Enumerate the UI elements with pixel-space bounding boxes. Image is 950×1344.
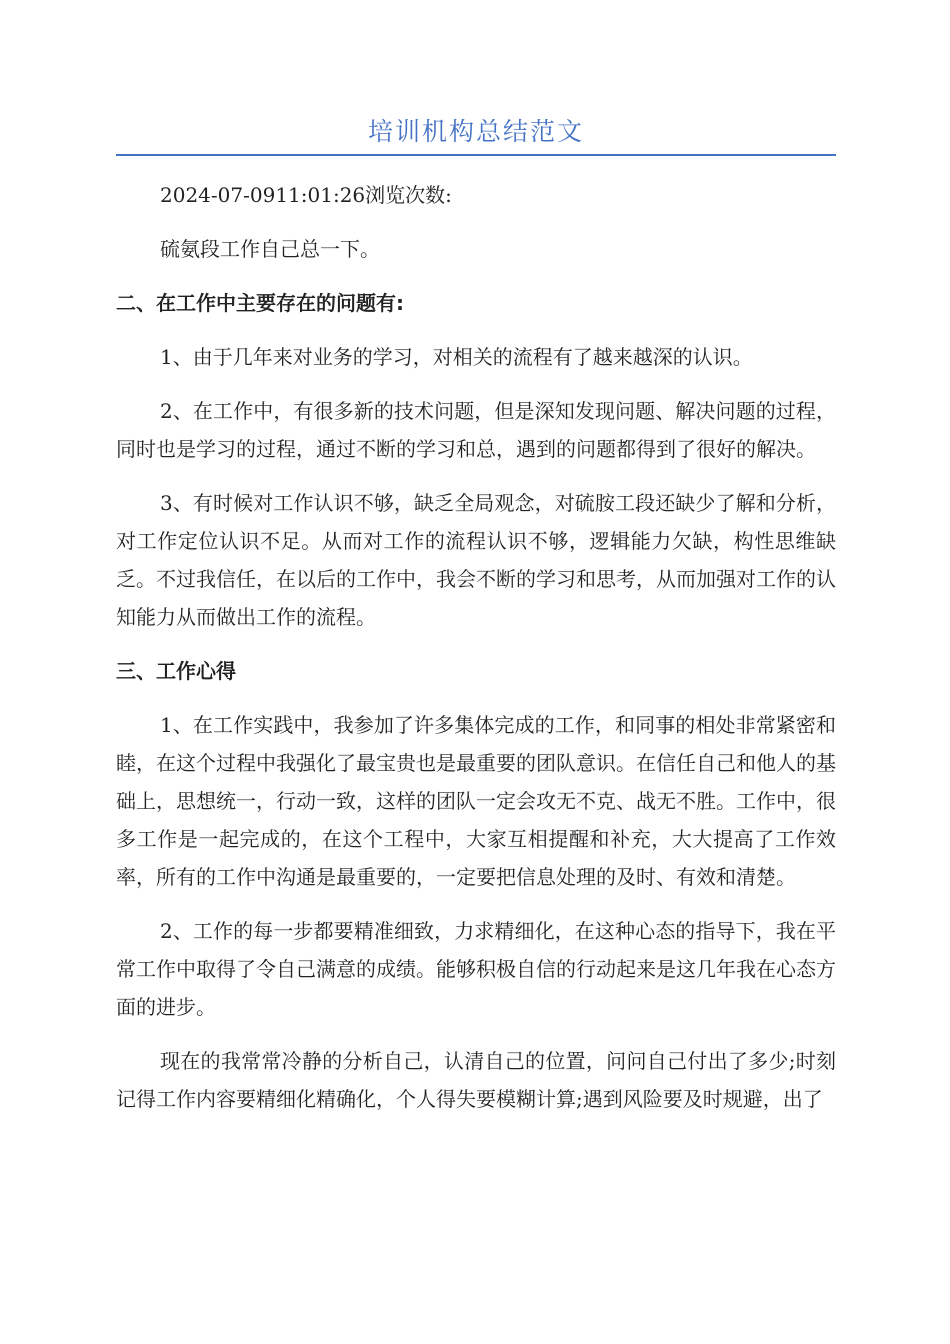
spacer <box>116 1026 836 1042</box>
section-3-item-3: 现在的我常常冷静的分析自己，认清自己的位置，问问自己付出了多少;时刻记得工作内容要精细化精确化，个人得失要模糊计算;遇到风险要及时规避，出了 <box>116 1049 836 1111</box>
spacer <box>116 896 836 912</box>
section-3-item-2: 2、工作的每一步都要精准细致，力求精细化，在这种心态的指导下，我在平常工作中取得了令自己满意的成绩。能够积极自信的行动起来是这几年我在心态方面的进步。 <box>116 919 836 1019</box>
spacer <box>116 636 836 652</box>
section-2-item-2: 2、在工作中，有很多新的技术问题，但是深知发现问题、解决问题的过程，同时也是学习的过程，通过不断的学习和总，遇到的问题都得到了很好的解决。 <box>116 399 836 461</box>
document-body <box>116 176 836 1118</box>
meta-line: 2024-07-0911:01:26浏览次数: <box>160 183 452 207</box>
spacer <box>116 468 836 484</box>
spacer <box>116 376 836 392</box>
title-underline <box>116 154 836 156</box>
spacer <box>116 322 836 338</box>
section-3-item-1: 1、在工作实践中，我参加了许多集体完成的工作，和同事的相处非常紧密和睦，在这个过程中我强化了最宝贵也是最重要的团队意识。在信任自己和他人的基础上，思想统一，行动一致，这样的团队一定会攻无不克、战无不胜。工作中，很多工作是一起完成的，在这个工程中，大家互相提醒和补充，大大提高了工作效率，所有的工作中沟通是最重要的，一定要把信息处理的及时、有效和清楚。 <box>116 713 836 889</box>
intro-paragraph: 硫氨段工作自己总一下。 <box>160 237 380 261</box>
section-2-heading: 二、在工作中主要存在的问题有: <box>116 291 404 315</box>
page-title: 培训机构总结范文 <box>367 117 584 146</box>
section-2-item-3: 3、有时候对工作认识不够，缺乏全局观念，对硫胺工段还缺少了解和分析，对工作定位认识不足。从而对工作的流程认识不够，逻辑能力欠缺，构性思维缺乏。不过我信任，在以后的工作中，我会不断的学习和思考，从而加强对工作的认知能力从而做出工作的流程。 <box>116 491 836 629</box>
section-2-item-1: 1、由于几年来对业务的学习，对相关的流程有了越来越深的认识。 <box>160 345 753 369</box>
section-3-heading: 三、工作心得 <box>116 659 236 683</box>
spacer <box>116 268 836 284</box>
spacer <box>116 214 836 230</box>
spacer <box>116 690 836 706</box>
